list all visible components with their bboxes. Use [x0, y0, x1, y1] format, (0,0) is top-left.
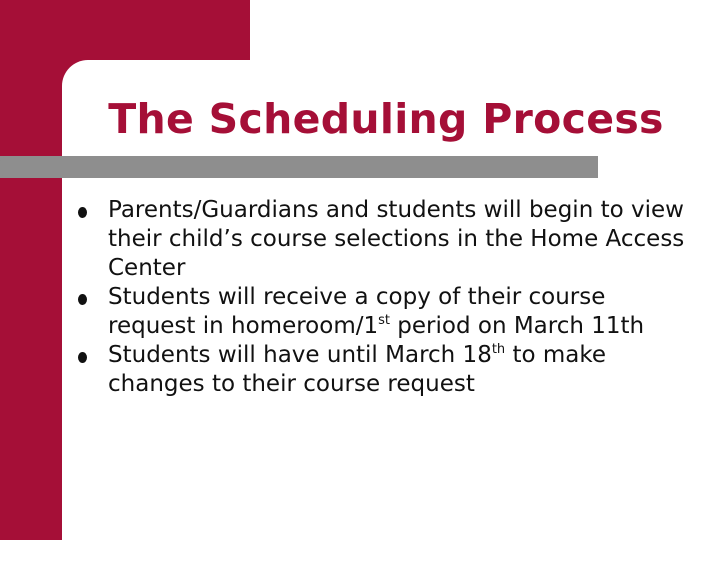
bullet-text-part: Students will receive a copy of their course request in homeroom/1 — [108, 284, 606, 339]
bullet-dot-icon — [78, 352, 87, 363]
bullet-item-change-deadline — [78, 341, 698, 399]
bullet-text-part: to make changes to their course request — [108, 342, 607, 397]
ordinal-suffix: th — [491, 342, 506, 357]
title-underline-bar — [0, 156, 598, 178]
bullet-text-part: period on March 11th — [389, 313, 645, 339]
bullet-text-part: Students will have until March 18 — [108, 342, 492, 368]
ordinal-suffix: st — [378, 313, 390, 328]
bullet-list — [78, 196, 698, 399]
bullet-dot-icon — [78, 207, 87, 218]
bullet-item-course-request-copy — [78, 283, 698, 341]
bullet-text: Parents/Guardians and students will begin to view their child’s course selections in the Home Access Center — [108, 197, 685, 281]
bullet-item-home-access — [78, 196, 698, 283]
slide-title: The Scheduling Process — [108, 95, 664, 143]
bullet-dot-icon — [78, 294, 87, 305]
